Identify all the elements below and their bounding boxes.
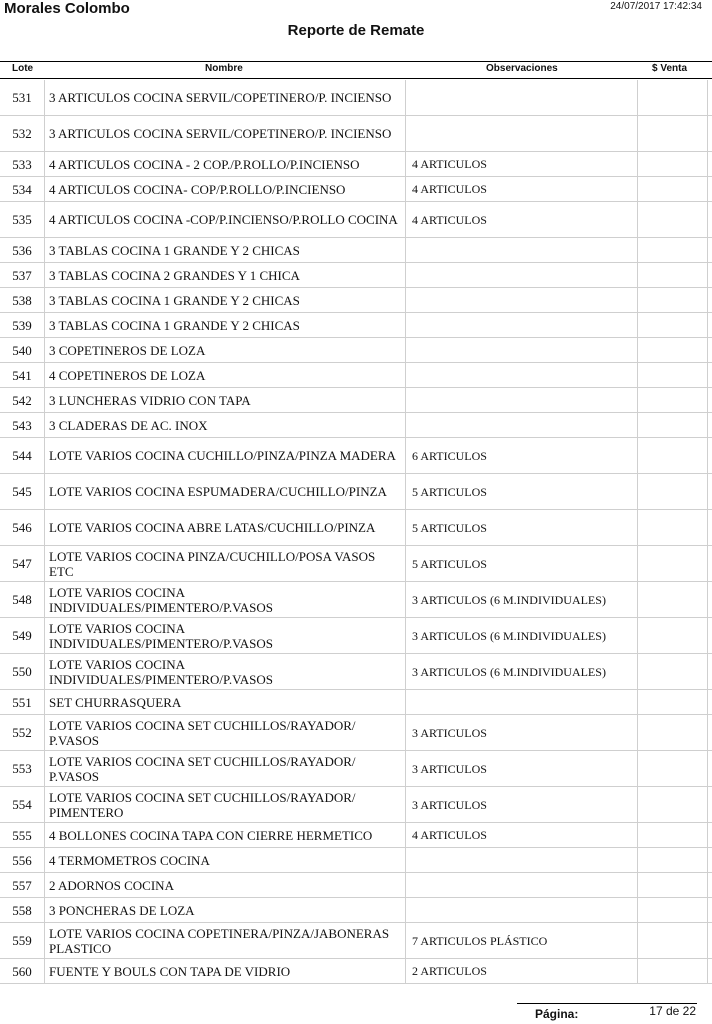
- item-observations-text: 7 ARTICULOS PLÁSTICO: [412, 933, 548, 948]
- lot-number-text: 558: [12, 902, 32, 918]
- table-row: [0, 582, 712, 618]
- lot-number-text: 550: [12, 664, 32, 679]
- table-row: [0, 238, 712, 263]
- sale-price: [637, 80, 708, 115]
- item-name-text: 3 TABLAS COCINA 1 GRANDE Y 2 CHICAS: [49, 242, 300, 258]
- lot-number-text: 560: [12, 963, 32, 979]
- item-name: [44, 848, 403, 872]
- lot-number: [0, 474, 44, 509]
- lot-number: [0, 715, 44, 750]
- lot-number: [0, 690, 44, 714]
- lot-number-text: 545: [12, 484, 32, 499]
- item-observations-text: 3 ARTICULOS: [412, 797, 487, 812]
- item-name: [44, 263, 403, 287]
- item-observations: [405, 618, 637, 653]
- lot-number-text: 556: [12, 852, 32, 868]
- table-row: [0, 923, 712, 959]
- item-observations: [405, 690, 637, 714]
- lot-number: [0, 873, 44, 897]
- lot-number-text: 531: [12, 90, 32, 105]
- item-name: [44, 202, 403, 237]
- lot-number: [0, 510, 44, 545]
- item-observations: [405, 546, 637, 581]
- item-name-text: LOTE VARIOS COCINA ESPUMADERA/CUCHILLO/PINZA: [49, 484, 387, 499]
- item-name: [44, 152, 403, 176]
- item-observations: [405, 873, 637, 897]
- sale-price: [637, 202, 708, 237]
- table-row: [0, 546, 712, 582]
- item-name: [44, 413, 403, 437]
- sale-price: [637, 388, 708, 412]
- table-row: [0, 715, 712, 751]
- lot-number: [0, 582, 44, 617]
- item-observations-text: 3 ARTICULOS (6 M.INDIVIDUALES): [412, 628, 606, 643]
- item-name-text: LOTE VARIOS COCINA ABRE LATAS/CUCHILLO/PINZA: [49, 520, 376, 535]
- item-observations: [405, 715, 637, 750]
- lot-number: [0, 263, 44, 287]
- item-name: [44, 510, 403, 545]
- lot-number: [0, 388, 44, 412]
- item-observations-text: 5 ARTICULOS: [412, 556, 487, 571]
- item-observations: [405, 338, 637, 362]
- lot-number: [0, 787, 44, 822]
- item-name: [44, 618, 403, 653]
- page-label: Página:: [535, 1007, 579, 1021]
- sale-price: [637, 116, 708, 151]
- item-observations: [405, 474, 637, 509]
- lot-number-text: 548: [12, 592, 32, 607]
- sale-price: [637, 510, 708, 545]
- item-observations-text: 3 ARTICULOS: [412, 725, 487, 740]
- sale-price: [637, 618, 708, 653]
- item-name-text: 4 ARTICULOS COCINA -COP/P.INCIENSO/P.ROLLO COCINA: [49, 212, 398, 227]
- item-observations: [405, 787, 637, 822]
- item-observations: [405, 898, 637, 922]
- table-row: [0, 959, 712, 984]
- sale-price: [637, 959, 708, 983]
- lot-number: [0, 923, 44, 958]
- sale-price: [637, 288, 708, 312]
- item-observations: [405, 923, 637, 958]
- item-name: [44, 715, 403, 750]
- lot-number-text: 549: [12, 628, 32, 643]
- item-name: [44, 177, 403, 201]
- table-row: [0, 654, 712, 690]
- item-observations: [405, 80, 637, 115]
- lot-number-text: 559: [12, 933, 32, 948]
- item-observations-text: 4 ARTICULOS: [412, 212, 487, 227]
- lot-number-text: 554: [12, 797, 32, 812]
- item-name: [44, 751, 403, 786]
- table-row: [0, 474, 712, 510]
- item-name: [44, 690, 403, 714]
- item-observations: [405, 582, 637, 617]
- lot-number: [0, 959, 44, 983]
- item-observations: [405, 313, 637, 337]
- lot-number-text: 533: [12, 156, 32, 172]
- sale-price: [637, 438, 708, 473]
- lot-number-text: 535: [12, 212, 32, 227]
- lot-number-text: 534: [12, 181, 32, 197]
- item-name-text: LOTE VARIOS COCINA CUCHILLO/PINZA/PINZA MADERA: [49, 448, 396, 463]
- table-header: [0, 61, 712, 79]
- item-observations: [405, 238, 637, 262]
- item-name: [44, 288, 403, 312]
- sale-price: [637, 413, 708, 437]
- sale-price: [637, 898, 708, 922]
- item-observations: [405, 363, 637, 387]
- item-name-text: 4 COPETINEROS DE LOZA: [49, 367, 206, 383]
- sale-price: [637, 690, 708, 714]
- item-name: [44, 582, 403, 617]
- table-row: [0, 388, 712, 413]
- company-name: Morales Colombo: [4, 0, 130, 17]
- lot-number-text: 546: [12, 520, 32, 535]
- item-observations-text: 3 ARTICULOS (6 M.INDIVIDUALES): [412, 664, 606, 679]
- item-name-text: 3 ARTICULOS COCINA SERVIL/COPETINERO/P. INCIENSO: [49, 90, 392, 105]
- item-observations: [405, 152, 637, 176]
- table-row: [0, 177, 712, 202]
- sale-price: [637, 751, 708, 786]
- sale-price: [637, 313, 708, 337]
- lot-number: [0, 848, 44, 872]
- item-observations: [405, 177, 637, 201]
- lot-number-text: 547: [12, 556, 32, 571]
- item-name: [44, 363, 403, 387]
- item-name-text: LOTE VARIOS COCINA SET CUCHILLOS/RAYADOR/ PIMENTERO: [49, 789, 356, 820]
- lot-number: [0, 898, 44, 922]
- table-row: [0, 202, 712, 238]
- item-observations: [405, 263, 637, 287]
- table-row: [0, 751, 712, 787]
- item-observations: [405, 959, 637, 983]
- item-name-text: 2 ADORNOS COCINA: [49, 877, 174, 893]
- table-row: [0, 80, 712, 116]
- column-header-nombre: Nombre: [205, 63, 243, 74]
- lot-number: [0, 438, 44, 473]
- lot-number-text: 552: [12, 725, 32, 740]
- lot-number-text: 544: [12, 448, 32, 463]
- item-name: [44, 898, 403, 922]
- lot-number-text: 537: [12, 267, 32, 283]
- lot-number: [0, 152, 44, 176]
- sale-price: [637, 338, 708, 362]
- item-name-text: LOTE VARIOS COCINA INDIVIDUALES/PIMENTERO/P.VASOS: [49, 620, 274, 651]
- item-observations: [405, 413, 637, 437]
- table-row: [0, 787, 712, 823]
- item-name-text: 3 TABLAS COCINA 1 GRANDE Y 2 CHICAS: [49, 292, 300, 308]
- item-name-text: 3 TABLAS COCINA 2 GRANDES Y 1 CHICA: [49, 267, 300, 283]
- item-observations: [405, 751, 637, 786]
- sale-price: [637, 715, 708, 750]
- sale-price: [637, 654, 708, 689]
- item-name: [44, 873, 403, 897]
- table-row: [0, 116, 712, 152]
- item-name-text: 3 TABLAS COCINA 1 GRANDE Y 2 CHICAS: [49, 317, 300, 333]
- lot-number-text: 540: [12, 342, 32, 358]
- item-name-text: 4 BOLLONES COCINA TAPA CON CIERRE HERMETICO: [49, 827, 373, 843]
- item-name: [44, 238, 403, 262]
- item-name-text: LOTE VARIOS COCINA INDIVIDUALES/PIMENTERO/P.VASOS: [49, 584, 274, 615]
- item-name: [44, 474, 403, 509]
- item-name: [44, 313, 403, 337]
- sale-price: [637, 582, 708, 617]
- item-name-text: 3 PONCHERAS DE LOZA: [49, 902, 195, 918]
- table-row: [0, 363, 712, 388]
- lot-number-text: 539: [12, 317, 32, 333]
- item-name-text: 3 LUNCHERAS VIDRIO CON TAPA: [49, 392, 251, 408]
- item-name-text: LOTE VARIOS COCINA PINZA/CUCHILLO/POSA VASOS ETC: [49, 548, 376, 579]
- lot-number-text: 543: [12, 417, 32, 433]
- sale-price: [637, 363, 708, 387]
- sale-price: [637, 923, 708, 958]
- sale-price: [637, 848, 708, 872]
- sale-price: [637, 152, 708, 176]
- table-row: [0, 690, 712, 715]
- item-name-text: LOTE VARIOS COCINA SET CUCHILLOS/RAYADOR/ P.VASOS: [49, 717, 356, 748]
- table-row: [0, 152, 712, 177]
- item-name-text: 4 TERMOMETROS COCINA: [49, 852, 210, 868]
- page-number: 17 de 22: [649, 1004, 696, 1018]
- item-name: [44, 438, 403, 473]
- lot-number: [0, 751, 44, 786]
- item-name: [44, 546, 403, 581]
- sale-price: [637, 823, 708, 847]
- lot-number-text: 532: [12, 126, 32, 141]
- item-observations: [405, 654, 637, 689]
- item-observations-text: 6 ARTICULOS: [412, 448, 487, 463]
- item-observations: [405, 823, 637, 847]
- item-observations-text: 3 ARTICULOS: [412, 761, 487, 776]
- lot-number: [0, 654, 44, 689]
- lot-number: [0, 618, 44, 653]
- sale-price: [637, 238, 708, 262]
- item-name-text: 3 ARTICULOS COCINA SERVIL/COPETINERO/P. INCIENSO: [49, 126, 392, 141]
- table-row: [0, 898, 712, 923]
- item-name-text: LOTE VARIOS COCINA INDIVIDUALES/PIMENTERO/P.VASOS: [49, 656, 274, 687]
- lot-number-text: 551: [12, 694, 32, 710]
- lot-number-text: 542: [12, 392, 32, 408]
- table-row: [0, 413, 712, 438]
- table-row: [0, 288, 712, 313]
- item-observations-text: 4 ARTICULOS: [412, 828, 487, 842]
- item-name: [44, 823, 403, 847]
- item-name-text: 4 ARTICULOS COCINA- COP/P.ROLLO/P.INCIENSO: [49, 181, 346, 197]
- table-row: [0, 823, 712, 848]
- item-name-text: LOTE VARIOS COCINA COPETINERA/PINZA/JABONERAS PLASTICO: [49, 925, 390, 956]
- item-observations: [405, 288, 637, 312]
- item-observations-text: 2 ARTICULOS: [412, 964, 487, 978]
- sale-price: [637, 177, 708, 201]
- item-observations: [405, 438, 637, 473]
- item-name: [44, 787, 403, 822]
- lot-number-text: 538: [12, 292, 32, 308]
- item-name-text: 3 CLADERAS DE AC. INOX: [49, 417, 208, 433]
- sale-price: [637, 873, 708, 897]
- report-datetime: 24/07/2017 17:42:34: [610, 1, 702, 12]
- lot-number: [0, 363, 44, 387]
- lot-number: [0, 238, 44, 262]
- item-name-text: 4 ARTICULOS COCINA - 2 COP./P.ROLLO/P.INCIENSO: [49, 156, 360, 172]
- item-name-text: 3 COPETINEROS DE LOZA: [49, 342, 206, 358]
- item-observations: [405, 116, 637, 151]
- column-header-lote: Lote: [12, 63, 34, 74]
- item-name-text: LOTE VARIOS COCINA SET CUCHILLOS/RAYADOR/ P.VASOS: [49, 753, 356, 784]
- item-name-text: SET CHURRASQUERA: [49, 694, 182, 710]
- item-observations-text: 5 ARTICULOS: [412, 520, 487, 535]
- table-row: [0, 263, 712, 288]
- sale-price: [637, 546, 708, 581]
- table-row: [0, 510, 712, 546]
- item-name: [44, 654, 403, 689]
- item-observations-text: 3 ARTICULOS (6 M.INDIVIDUALES): [412, 592, 606, 607]
- lot-number-text: 541: [12, 367, 32, 383]
- column-header-observaciones: Observaciones: [486, 63, 558, 74]
- item-name: [44, 923, 403, 958]
- item-name: [44, 80, 403, 115]
- lot-number: [0, 413, 44, 437]
- lot-number: [0, 288, 44, 312]
- lot-number-text: 553: [12, 761, 32, 776]
- item-observations: [405, 848, 637, 872]
- lot-number-text: 555: [12, 827, 32, 843]
- lot-number: [0, 313, 44, 337]
- item-observations-text: 4 ARTICULOS: [412, 157, 487, 171]
- lot-number: [0, 546, 44, 581]
- lot-number: [0, 338, 44, 362]
- lot-number-text: 536: [12, 242, 32, 258]
- item-observations: [405, 388, 637, 412]
- sale-price: [637, 263, 708, 287]
- item-name: [44, 338, 403, 362]
- item-observations: [405, 510, 637, 545]
- lot-number: [0, 823, 44, 847]
- item-name-text: FUENTE Y BOULS CON TAPA DE VIDRIO: [49, 963, 291, 979]
- column-header-venta: $ Venta: [652, 63, 688, 74]
- lot-number: [0, 202, 44, 237]
- table-row: [0, 873, 712, 898]
- item-name: [44, 388, 403, 412]
- item-observations-text: 5 ARTICULOS: [412, 484, 487, 499]
- item-observations: [405, 202, 637, 237]
- lot-number-text: 557: [12, 877, 32, 893]
- table-row: [0, 848, 712, 873]
- item-name: [44, 959, 403, 983]
- item-observations-text: 4 ARTICULOS: [412, 182, 487, 196]
- item-name: [44, 116, 403, 151]
- lot-number: [0, 177, 44, 201]
- table-row: [0, 438, 712, 474]
- lot-number: [0, 116, 44, 151]
- report-title: Reporte de Remate: [287, 22, 425, 39]
- table-row: [0, 338, 712, 363]
- sale-price: [637, 787, 708, 822]
- lot-number: [0, 80, 44, 115]
- sale-price: [637, 474, 708, 509]
- table-row: [0, 313, 712, 338]
- table-row: [0, 618, 712, 654]
- auction-table-body: [0, 80, 712, 984]
